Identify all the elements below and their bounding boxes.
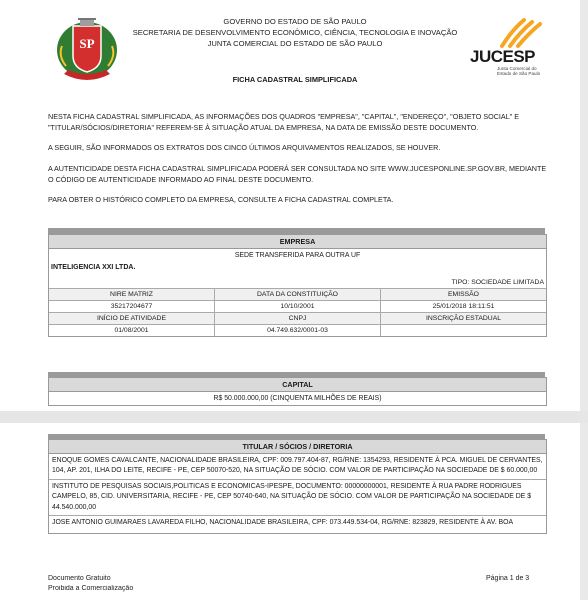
company-name: INTELIGENCIA XXI LTDA.	[51, 264, 136, 271]
capital-value: R$ 50.000.000,00 (CINQUENTA MILHÕES DE REAIS)	[213, 395, 382, 402]
nire-header: NIRE MATRIZ	[49, 289, 215, 300]
intro-paragraph-1: NESTA FICHA CADASTRAL SIMPLIFICADA, AS INFORMAÇÕES DOS QUADROS "EMPRESA", "CAPITAL", "ENDEREÇO", "OBJETO SOCIAL" E "TITULAR/SÓCIOS/DIRETORIA" REFEREM-SE À SITUAÇÃO ATUAL DA EMPRESA, NA DATA DE EMISSÃO DESTE DOCUMENTO.	[48, 112, 520, 132]
cnpj-header: CNPJ	[215, 313, 381, 324]
header-lines	[130, 16, 460, 49]
jucesp-logo-subtitle: Junta Comercial do Estado de São Paulo	[497, 66, 541, 77]
header-line-3: JUNTA COMERCIAL DO ESTADO DE SÃO PAULO	[207, 39, 383, 48]
state-registration-value	[381, 325, 546, 336]
company-type: TIPO: SOCIEDADE LIMITADA	[49, 279, 546, 289]
footer-page-number: Página 1 de 3	[486, 575, 530, 582]
activity-start-value: 01/08/2001	[49, 325, 215, 336]
issue-date-value: 25/01/2018 18:11:51	[432, 303, 495, 310]
constitution-date-header: DATA DA CONSTITUIÇÃO	[215, 289, 381, 300]
cnpj-value: 04.749.632/0001-03	[215, 325, 381, 336]
empresa-note: SEDE TRANSFERIDA PARA OUTRA UF	[234, 252, 361, 259]
titular-entry-2: INSTITUTO DE PESQUISAS SOCIAIS,POLITICAS E ECONOMICAS-IPESPE, DOCUMENTO: 00000000001, RESIDENTE À RUA PADRE RODRIGUES CAMPELO, 85, CID. UNIVERSITARIA, RECIFE - PE, CEP 50740-640, NA SITUAÇÃO DE SÓCIO. COM VALOR DE PARTICIPAÇÃO NA SOCIEDADE DE $ 44.540.000,00	[49, 480, 546, 516]
document-title: FICHA CADASTRAL SIMPLIFICADA	[232, 75, 358, 84]
header-line-1: GOVERNO DO ESTADO DE SÃO PAULO	[223, 17, 367, 26]
titular-entry-1: ENOQUE GOMES CAVALCANTE, NACIONALIDADE BRASILEIRA, CPF: 009.797.404-87, RG/RNE: 1354293, RESIDENTE À PCA. MIGUEL DE CERVANTES, 104, AP. 201, ILHA DO LEITE, RECIFE - PE, CEP 50070-520, NA SITUAÇÃO DE SÓCIO. COM VALOR DE PARTICIPAÇÃO NA SOCIEDADE DE $ 60.000,00	[49, 454, 546, 480]
intro-paragraph-4: PARA OBTER O HISTÓRICO COMPLETO DA EMPRESA, CONSULTE A FICHA CADASTRAL COMPLETA.	[48, 195, 394, 204]
empresa-row1-headers	[49, 289, 546, 301]
empresa-row2-values	[49, 325, 546, 336]
activity-start-header: INÍCIO DE ATIVIDADE	[49, 313, 215, 324]
empresa-heading: EMPRESA	[49, 235, 546, 249]
jucesp-logo-name: JUCESP	[470, 47, 536, 66]
empresa-row1-values	[49, 301, 546, 313]
empresa-table	[48, 234, 547, 337]
footer-free-document: Documento Gratuito	[48, 575, 111, 582]
issue-date-header: EMISSÃO	[448, 291, 479, 298]
titular-entry-3: JOSE ANTONIO GUIMARAES LAVAREDA FILHO, NACIONALIDADE BRASILEIRA, CPF: 073.449.534-04, RG/RNE: 823829, RESIDENTE À AV. BOA	[52, 519, 514, 527]
constitution-date-value: 10/10/2001	[215, 301, 381, 312]
empresa-row2-headers	[49, 313, 546, 325]
sao-paulo-coat-of-arms	[54, 16, 120, 82]
page-separator	[0, 411, 588, 423]
titular-table	[48, 439, 547, 534]
footer-not-for-sale: Proibida a Comercialização	[48, 585, 134, 592]
header-line-2: SECRETARIA DE DESENVOLVIMENTO ECONÔMICO, CIÊNCIA, TECNOLOGIA E INOVAÇÃO	[132, 28, 458, 37]
capital-table	[48, 377, 547, 406]
state-registration-header: INSCRIÇÃO ESTADUAL	[425, 315, 502, 322]
nire-value: 35217204677	[49, 301, 215, 312]
viewer-edge	[580, 0, 588, 600]
intro-paragraph-3: A AUTENTICIDADE DESTA FICHA CADASTRAL SIMPLIFICADA PODERÁ SER CONSULTADA NO SITE WWW.JUCESPONLINE.SP.GOV.BR, MEDIANTE O CÓDIGO DE AUTENTICIDADE INFORMADO AO FINAL DESTE DOCUMENTO.	[48, 164, 547, 184]
titular-heading: TITULAR / SÓCIOS / DIRETORIA	[49, 440, 546, 454]
capital-heading: CAPITAL	[49, 378, 546, 392]
svg-text:SP: SP	[79, 36, 95, 51]
intro-paragraph-2: A SEGUIR, SÃO INFORMADOS OS EXTRATOS DOS CINCO ÚLTIMOS ARQUIVAMENTOS REALIZADOS, SE HOUVER.	[48, 143, 441, 152]
